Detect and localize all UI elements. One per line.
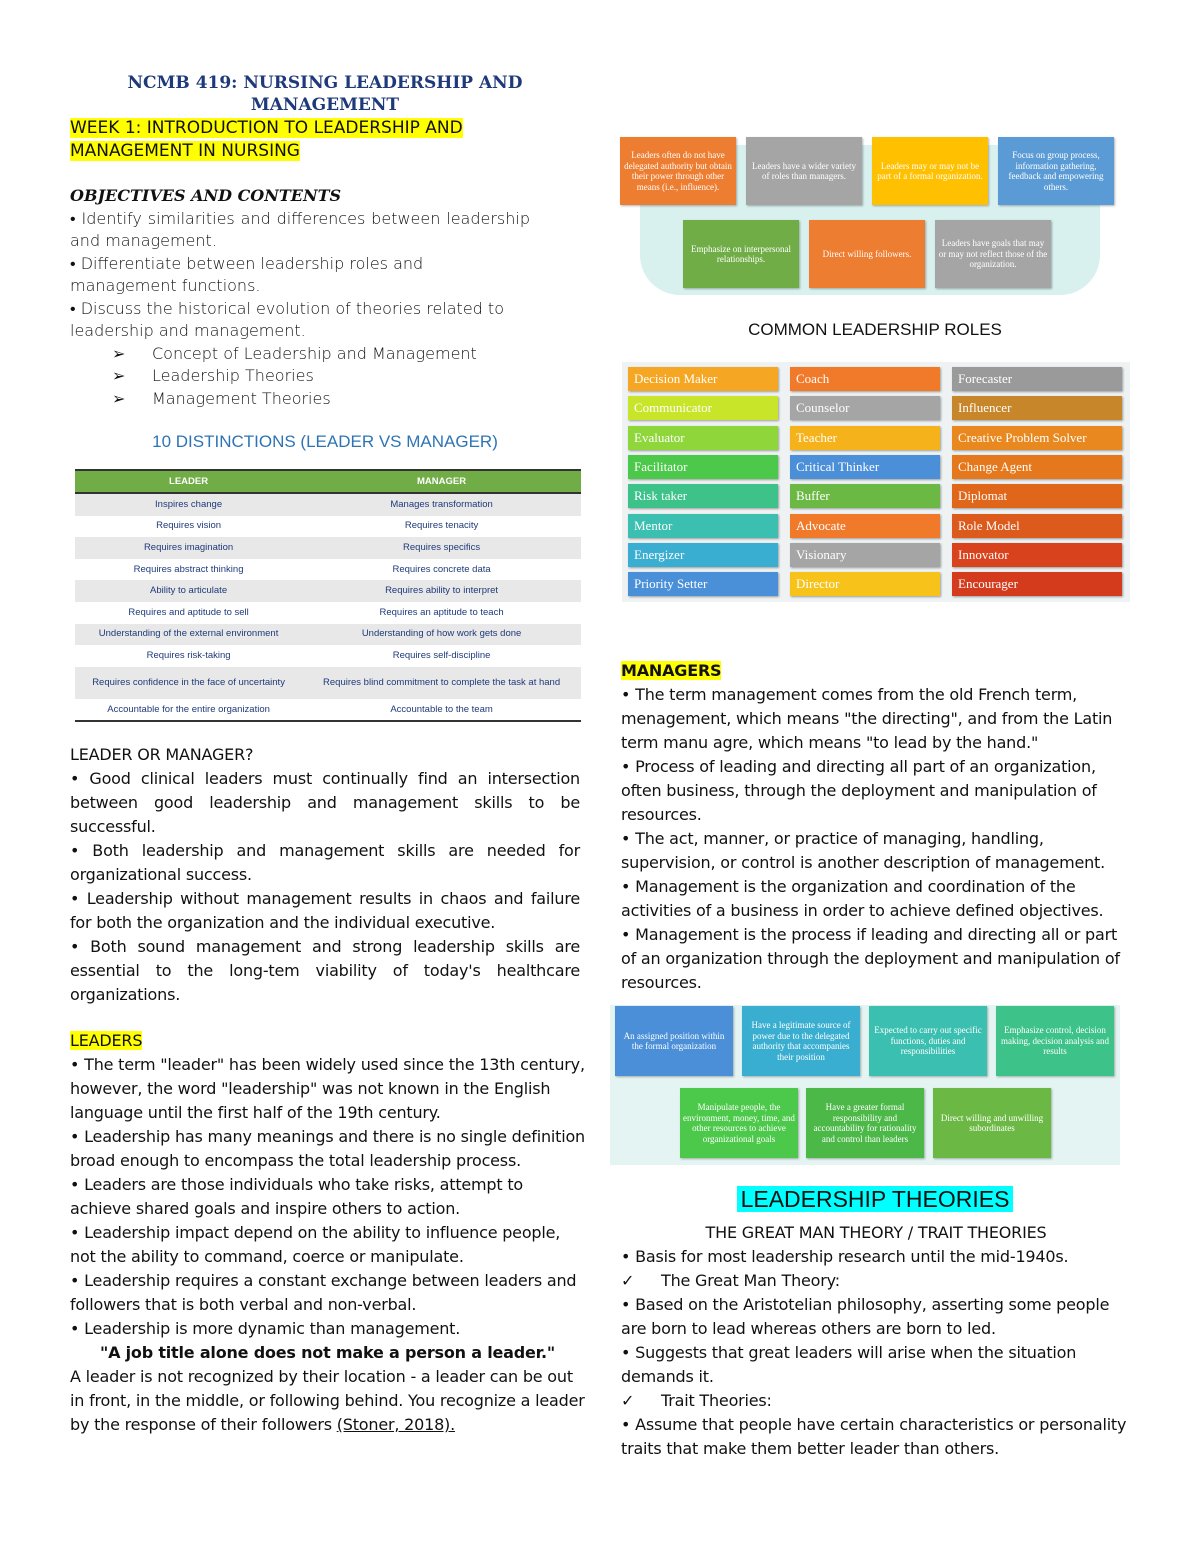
role-item: Diplomat <box>952 484 1122 508</box>
quote: "A job title alone does not make a person a leader." <box>99 1343 556 1362</box>
leader-cell: Accountable for the entire organization <box>75 699 302 722</box>
theories-heading: LEADERSHIP THEORIES <box>737 1186 1014 1212</box>
theories-subheading: THE GREAT MAN THEORY / TRAIT THEORIES <box>705 1223 1047 1242</box>
list-item: • Suggests that great leaders will arise when the situation demands it. <box>621 1343 1077 1386</box>
list-item: • Good clinical leaders must continually find an intersection between good leadership and management skills to be successful. <box>70 769 580 836</box>
role-item: Advocate <box>790 514 940 538</box>
list-item: • Leadership without management results in chaos and failure for both the organization and the individual executive. <box>70 889 580 932</box>
role-item: Change Agent <box>952 455 1122 479</box>
closing-paragraph: A leader is not recognized by their location - a leader can be out in front, in the middle, or following behind. You recognize a leader by the response of their followers (Stoner, 2018). <box>70 1367 585 1434</box>
role-item: Critical Thinker <box>790 455 940 479</box>
leader-cell: Requires abstract thinking <box>133 563 244 575</box>
leader-cell: Ability to articulate <box>75 580 302 602</box>
manager-cell: Manages transformation <box>302 493 581 516</box>
table-row <box>75 537 581 559</box>
section-heading: LEADER OR MANAGER? <box>70 745 254 764</box>
manager-cell: Accountable to the team <box>302 699 581 722</box>
week-heading: WEEK 1: INTRODUCTION TO LEADERSHIP AND MANAGEMENT IN NURSING <box>70 118 463 161</box>
managers-section <box>621 659 1131 995</box>
role-item: Visionary <box>790 543 940 567</box>
content-item: ➢ Management Theories <box>112 388 331 408</box>
list-item: • Leadership requires a constant exchange between leaders and followers that is both verbal and non-verbal. <box>70 1271 577 1314</box>
citation-link[interactable]: (Stoner, 2018). <box>336 1415 455 1434</box>
leader-cell: Understanding of the external environment <box>75 624 302 646</box>
list-item: • Process of leading and directing all part of an organization, often business, through the deployment and manipulation of resources. <box>621 757 1097 824</box>
list-item: • Leadership has many meanings and there is no single definition broad enough to encompass the total leadership process. <box>70 1127 585 1170</box>
trait-box: Have a greater formal responsibility and accountability for rationality and control than leaders <box>806 1088 924 1158</box>
column-header: MANAGER <box>302 470 581 493</box>
manager-cell: Requires an aptitude to teach <box>379 606 504 618</box>
role-item: Role Model <box>952 514 1122 538</box>
leaders-section <box>70 1029 585 1437</box>
leader-cell: Requires and aptitude to sell <box>128 606 249 618</box>
leader-manager-table <box>75 469 581 722</box>
check-icon: ✓ <box>621 1391 635 1410</box>
manager-cell: Requires specifics <box>302 537 581 559</box>
section-heading: LEADERS <box>70 1031 143 1050</box>
role-item: Coach <box>790 367 940 391</box>
table-row <box>75 624 581 646</box>
role-item: Encourager <box>952 572 1122 596</box>
trait-box: Direct willing and unwilling subordinates <box>933 1088 1051 1158</box>
document-title: NCMB 419: NURSING LEADERSHIP AND MANAGEMENT <box>127 73 523 115</box>
trait-box: Emphasize on interpersonal relationships. <box>683 220 799 288</box>
trait-box: Have a legitimate source of power due to the delegated authority that accompanies their position <box>742 1006 860 1076</box>
leader-cell: Requires confidence in the face of uncertainty <box>75 667 302 699</box>
table-row <box>75 580 581 602</box>
table-row <box>75 559 581 581</box>
trait-box: Focus on group process, information gathering, feedback and empowering others. <box>998 137 1114 205</box>
role-item: Mentor <box>628 514 778 538</box>
theories-section <box>621 1221 1131 1461</box>
distinctions-heading: 10 DISTINCTIONS (LEADER VS MANAGER) <box>152 432 498 451</box>
manager-cell: Requires ability to interpret <box>302 580 581 602</box>
table-row <box>75 645 581 667</box>
column-header: LEADER <box>75 470 302 493</box>
check-icon: ✓ <box>621 1271 635 1290</box>
theories-heading-wrap <box>620 1186 1130 1213</box>
trait-box: Expected to carry out specific functions, duties and responsibilities <box>869 1006 987 1076</box>
role-item: Evaluator <box>628 426 778 450</box>
role-item: Priority Setter <box>628 572 778 596</box>
role-item: Forecaster <box>952 367 1122 391</box>
leader-cell: Requires risk-taking <box>146 649 231 661</box>
list-item: • Both sound management and strong leadership skills are essential to the long-tem viability of today's healthcare organizations. <box>70 937 580 1004</box>
list-item: • Management is the process if leading and directing all or part of an organization through the deployment and manipulation of resources. <box>621 925 1120 992</box>
table-row <box>75 516 581 538</box>
trait-box: Leaders have goals that may or may not reflect those of the organization. <box>935 220 1051 288</box>
objectives-section <box>70 185 530 410</box>
list-item: • Leaders are those individuals who take risks, attempt to achieve shared goals and inspire others to action. <box>70 1175 524 1218</box>
manager-cell: Understanding of how work gets done <box>302 624 581 646</box>
manager-cell: Requires concrete data <box>392 563 491 575</box>
role-item: Decision Maker <box>628 367 778 391</box>
content-item: ➢ Leadership Theories <box>112 366 314 385</box>
role-item: Creative Problem Solver <box>952 426 1122 450</box>
content-item: ➢ Concept of Leadership and Management <box>112 343 477 363</box>
list-item: • Leadership is more dynamic than management. <box>70 1319 461 1338</box>
list-item: • The act, manner, or practice of managing, handling, supervision, or control is another description of management. <box>621 829 1105 872</box>
role-item: Innovator <box>952 543 1122 567</box>
trait-box: Leaders often do not have delegated authority but obtain their power through other means (i.e., influence). <box>620 137 736 205</box>
table-row <box>75 667 581 699</box>
trait-box: Manipulate people, the environment, money, time, and other resources to achieve organizational goals <box>680 1088 798 1158</box>
subtopic: The Great Man Theory: <box>661 1271 840 1290</box>
leader-cell: Requires imagination <box>75 537 302 559</box>
role-item: Teacher <box>790 426 940 450</box>
role-item: Director <box>790 572 940 596</box>
leader-cell: Inspires change <box>75 493 302 516</box>
objective-item: • Identify similarities and differences between leadership and management. <box>70 208 530 250</box>
list-item: • The term management comes from the old French term, menagement, which means "the directing", and from the Latin term manu agre, which means "to lead by the hand." <box>621 685 1113 752</box>
roles-heading: COMMON LEADERSHIP ROLES <box>748 320 1002 339</box>
role-item: Energizer <box>628 543 778 567</box>
role-item: Buffer <box>790 484 940 508</box>
trait-box: Leaders have a wider variety of roles than managers. <box>746 137 862 205</box>
leader-cell: Requires vision <box>156 520 222 532</box>
table-row <box>75 602 581 624</box>
list-item: • Based on the Aristotelian philosophy, asserting some people are born to lead whereas others are born to led. <box>621 1295 1110 1338</box>
role-item: Risk taker <box>628 484 778 508</box>
trait-box: Direct willing followers. <box>809 220 925 288</box>
manager-cell: Requires tenacity <box>404 520 479 532</box>
role-item: Counselor <box>790 396 940 420</box>
table-row <box>75 699 581 722</box>
list-item: • Management is the organization and coordination of the activities of a business in order to achieve defined objectives. <box>621 877 1104 920</box>
trait-box: An assigned position within the formal organization <box>615 1006 733 1076</box>
subtopic: Trait Theories: <box>661 1391 772 1410</box>
table-row <box>75 493 581 516</box>
objective-item: • Differentiate between leadership roles and management functions. <box>70 253 424 295</box>
list-item: • Both leadership and management skills are needed for organizational success. <box>70 841 580 884</box>
objectives-heading: OBJECTIVES AND CONTENTS <box>70 186 342 205</box>
manager-cell: Requires self-discipline <box>392 649 491 661</box>
trait-box: Emphasize control, decision making, decision analysis and results <box>996 1006 1114 1076</box>
objective-item: • Discuss the historical evolution of theories related to leadership and management. <box>70 298 504 340</box>
trait-box: Leaders may or may not be part of a formal organization. <box>872 137 988 205</box>
section-heading: MANAGERS <box>621 661 722 680</box>
list-item: • Assume that people have certain characteristics or personality traits that make them better leader than others. <box>621 1415 1127 1458</box>
list-item: • Basis for most leadership research until the mid-1940s. <box>621 1247 1069 1266</box>
list-item: • Leadership impact depend on the ability to influence people, not the ability to command, coerce or manipulate. <box>70 1223 561 1266</box>
list-item: • The term "leader" has been widely used since the 13th century, however, the word "leadership" was not known in the English language until the first half of the 19th century. <box>70 1055 585 1122</box>
role-item: Facilitator <box>628 455 778 479</box>
leader-or-manager-section <box>70 743 580 1007</box>
role-item: Communicator <box>628 396 778 420</box>
role-item: Influencer <box>952 396 1122 420</box>
manager-cell: Requires blind commitment to complete the task at hand <box>302 667 581 699</box>
